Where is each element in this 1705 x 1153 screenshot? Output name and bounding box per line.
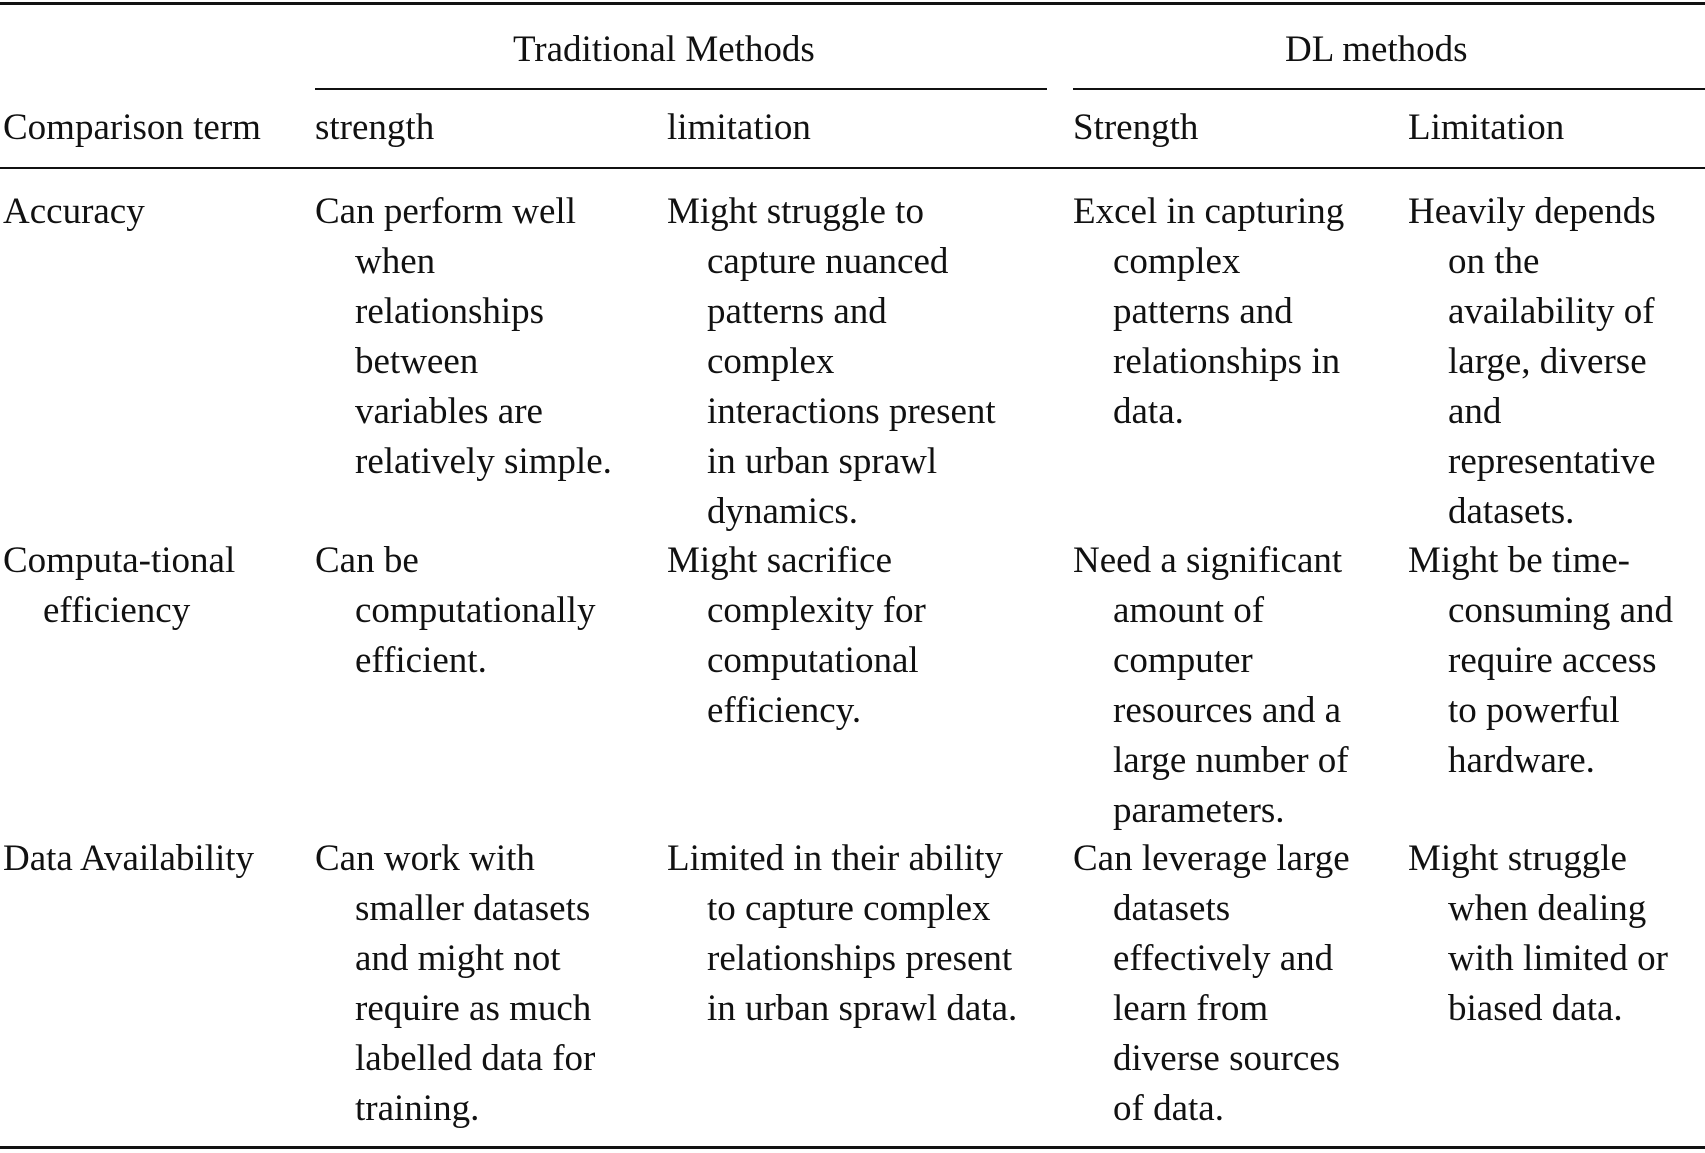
cell-line: Computa-tional [3, 540, 236, 581]
cell-line: Limited in their ability [667, 838, 1004, 879]
cell-line: large, diverse [1448, 341, 1647, 382]
cell-line: capture nuanced [707, 241, 949, 282]
cell-line: Can be [315, 540, 419, 581]
cell-line: complex [1113, 241, 1241, 282]
column-header-dl-limitation: Limitation [1408, 107, 1565, 148]
table-row-data-availability-dl-strength [1073, 834, 1350, 1134]
cell-line: representative [1448, 441, 1656, 482]
cell-line: to powerful [1448, 690, 1620, 731]
cell-line: datasets [1113, 888, 1231, 929]
cell-line: on the [1448, 241, 1540, 282]
table-row-data-availability-trad-strength [315, 834, 595, 1134]
cell-line: Need a significant [1073, 540, 1343, 581]
cell-line: efficiency. [707, 690, 862, 731]
cell-line: between [355, 341, 479, 382]
cell-line: training. [355, 1088, 480, 1129]
cell-line: Might struggle to [667, 191, 924, 232]
cell-line: computationally [355, 590, 596, 631]
cell-line: complex [707, 341, 835, 382]
cell-line: parameters. [1113, 790, 1285, 831]
table-row-efficiency-trad-strength [315, 536, 595, 686]
cell-line: Can perform well [315, 191, 576, 232]
cell-line: of data. [1113, 1088, 1224, 1129]
cell-line: efficiency [43, 590, 191, 631]
table-row-accuracy-dl-strength [1073, 187, 1344, 437]
column-header-trad-limitation: limitation [667, 107, 811, 148]
table-row-efficiency-dl-limitation [1408, 536, 1673, 786]
column-header-comparison-term: Comparison term [3, 107, 261, 148]
cell-line: diverse sources [1113, 1038, 1341, 1079]
cell-line: and might not [355, 938, 561, 979]
cell-line: Can work with [315, 838, 535, 879]
cell-line: availability of [1448, 291, 1655, 332]
group-header-traditional: Traditional Methods [513, 29, 815, 70]
cell-line: labelled data for [355, 1038, 596, 1079]
cell-line: Might struggle [1408, 838, 1627, 879]
cell-line: Accuracy [3, 191, 145, 232]
traditional-group-rule [315, 88, 1047, 90]
header-bottom-rule [0, 167, 1705, 169]
cell-line: in urban sprawl [707, 441, 938, 482]
bottom-rule [0, 1146, 1705, 1149]
cell-line: effectively and [1113, 938, 1334, 979]
cell-line: learn from [1113, 988, 1269, 1029]
column-header-dl-strength: Strength [1073, 107, 1199, 148]
cell-line: patterns and [1113, 291, 1293, 332]
table-row-efficiency-dl-strength [1073, 536, 1349, 836]
cell-line: to capture complex [707, 888, 991, 929]
cell-line: Might be time- [1408, 540, 1630, 581]
cell-line: require access [1448, 640, 1657, 681]
table-row-accuracy-trad-limitation [667, 187, 996, 537]
cell-line: and [1448, 391, 1502, 432]
cell-line: in urban sprawl data. [707, 988, 1018, 1029]
cell-line: when dealing [1448, 888, 1647, 929]
column-header-trad-strength: strength [315, 107, 435, 148]
cell-line: amount of [1113, 590, 1265, 631]
cell-line: variables are [355, 391, 543, 432]
cell-line: require as much [355, 988, 592, 1029]
cell-line: large number of [1113, 740, 1349, 781]
table-row-accuracy-dl-limitation [1408, 187, 1656, 537]
cell-line: datasets. [1448, 491, 1575, 532]
table-row-efficiency-trad-limitation [667, 536, 926, 736]
cell-line: relationships [355, 291, 545, 332]
cell-line: patterns and [707, 291, 887, 332]
cell-line: relationships in [1113, 341, 1341, 382]
cell-line: consuming and [1448, 590, 1674, 631]
group-header-dl: DL methods [1285, 29, 1468, 70]
cell-line: biased data. [1448, 988, 1623, 1029]
cell-line: complexity for [707, 590, 926, 631]
cell-line: relationships present [707, 938, 1013, 979]
cell-line: with limited or [1448, 938, 1668, 979]
cell-line: Can leverage large [1073, 838, 1350, 879]
table-row-efficiency-term [3, 536, 235, 636]
cell-line: Data Availability [3, 838, 255, 879]
cell-line: Excel in capturing [1073, 191, 1345, 232]
cell-line: hardware. [1448, 740, 1595, 781]
table-row-data-availability-term [3, 834, 254, 884]
cell-line: Might sacrifice [667, 540, 892, 581]
cell-line: smaller datasets [355, 888, 591, 929]
cell-line: efficient. [355, 640, 487, 681]
cell-line: data. [1113, 391, 1184, 432]
table-row-accuracy-term [3, 187, 145, 237]
top-rule [0, 2, 1705, 5]
table-row-data-availability-dl-limitation [1408, 834, 1668, 1034]
cell-line: dynamics. [707, 491, 859, 532]
dl-group-rule [1073, 88, 1705, 90]
cell-line: interactions present [707, 391, 996, 432]
cell-line: Heavily depends [1408, 191, 1656, 232]
cell-line: resources and a [1113, 690, 1342, 731]
table-row-data-availability-trad-limitation [667, 834, 1017, 1034]
cell-line: when [355, 241, 436, 282]
cell-line: relatively simple. [355, 441, 612, 482]
cell-line: computational [707, 640, 919, 681]
table-row-accuracy-trad-strength [315, 187, 612, 487]
cell-line: computer [1113, 640, 1253, 681]
